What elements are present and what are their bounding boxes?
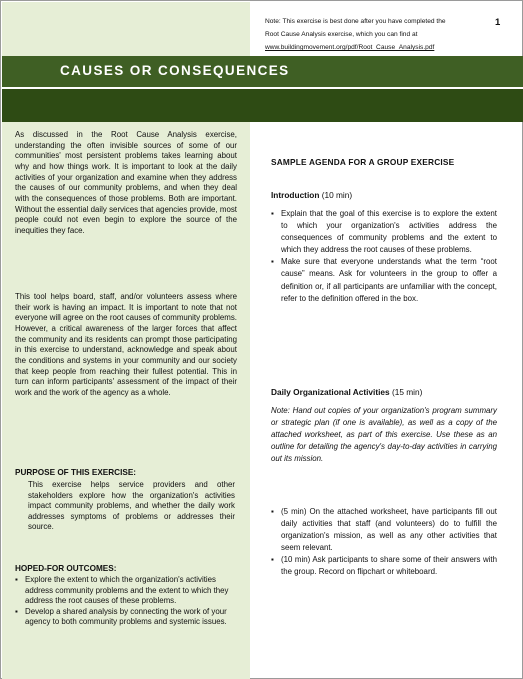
intro-bullets xyxy=(271,208,497,305)
daily-section-heading xyxy=(271,387,422,397)
list-item: ▪ (10 min) Ask participants to share some of their answers with the group. Record on flipchart or whiteboard. xyxy=(271,554,497,578)
purpose-heading: PURPOSE OF THIS EXERCISE: xyxy=(15,468,137,477)
daily-heading-time: (15 min) xyxy=(389,387,423,397)
daily-heading-label: Daily Organizational Activities xyxy=(271,387,390,397)
outcomes-heading: HOPED-FOR OUTCOMES: xyxy=(15,564,117,573)
purpose-text: This exercise helps service providers and other stakeholders explore how the organization's activities impact community problems, and whether the daily work addresses symptoms of problems or addresses their source. xyxy=(28,480,235,532)
header-note-link[interactable]: www.buildingmovement.org/pdf/Root_Cause_Analysis.pdf xyxy=(265,44,435,51)
daily-bullets xyxy=(271,506,497,579)
intro-heading-label: Introduction xyxy=(271,190,320,200)
header-note xyxy=(265,15,493,54)
outcomes-list xyxy=(15,575,237,628)
intro-paragraph: As discussed in the Root Cause Analysis exercise, understanding the often invisible sources of some of our communities' most persistent problems takes learning about why and how things work. It is important to look at the daily activities of your organization and examine when they address the causes of our community problems, and when they deal with the consequences of those problems. Both are important. Without the essential daily services that agencies provide, most people could not even begin to explore the source of the inequities they face. xyxy=(15,130,237,235)
list-item: ▪ (5 min) On the attached worksheet, have participants fill out daily activities that staff (and volunteers) do to fulfill the organization's mission, as well as any other activities that seem relevant. xyxy=(271,506,497,554)
list-item: ▪ Explain that the goal of this exercise is to explore the extent to which your organization's activities address the consequences of community problems and the extent to which they address the root causes of these problems. xyxy=(271,208,497,256)
header-note-line2: Root Cause Analysis exercise, which you can find at xyxy=(265,31,418,38)
list-item: ▪ Develop a shared analysis by connecting the work of your agency to both community problems and systemic issues. xyxy=(15,607,237,628)
header-note-line1: Note: This exercise is best done after you have completed the xyxy=(265,18,446,25)
daily-note: Note: Hand out copies of your organization's program summary or strategic plan (if one is available), as well as a copy of the attached worksheet, as part of this exercise. Use these as an outline for detailing the agency's day-to-day activities in carrying out its mission. xyxy=(271,406,497,464)
intro-heading-time: (10 min) xyxy=(319,190,353,200)
page-title: CAUSES OR CONSEQUENCES xyxy=(60,63,290,78)
list-item: ▪ Make sure that everyone understands what the term “root cause” means. Ask for volunteers in the group to offer a definition or, if all participants are unfamiliar with the concept, refer to the definition offered in the box. xyxy=(271,256,497,304)
intro-section-heading xyxy=(271,190,352,200)
page-number: 1 xyxy=(495,17,501,28)
title-band xyxy=(2,56,523,87)
agenda-heading: SAMPLE AGENDA FOR A GROUP EXERCISE xyxy=(271,157,455,167)
list-item: ▪ Explore the extent to which the organization's activities address community problems and the extent to which they address the root causes of these problems. xyxy=(15,575,237,607)
dark-band xyxy=(2,89,523,122)
tool-paragraph: This tool helps board, staff, and/or volunteers assess where their work is having an impact. It is important to note that not everyone will agree on the root causes of community problems. However, a critical awareness of the larger forces that affect the community and its residents can prompt those participating in this exercise to understand, acknowledge and speak about the conditions and systems in your community and our society that keep people from reaching their fullest potential. This in turn can inform participants' assessment of the impact of their work and the work of the agency as a whole. xyxy=(15,292,237,397)
